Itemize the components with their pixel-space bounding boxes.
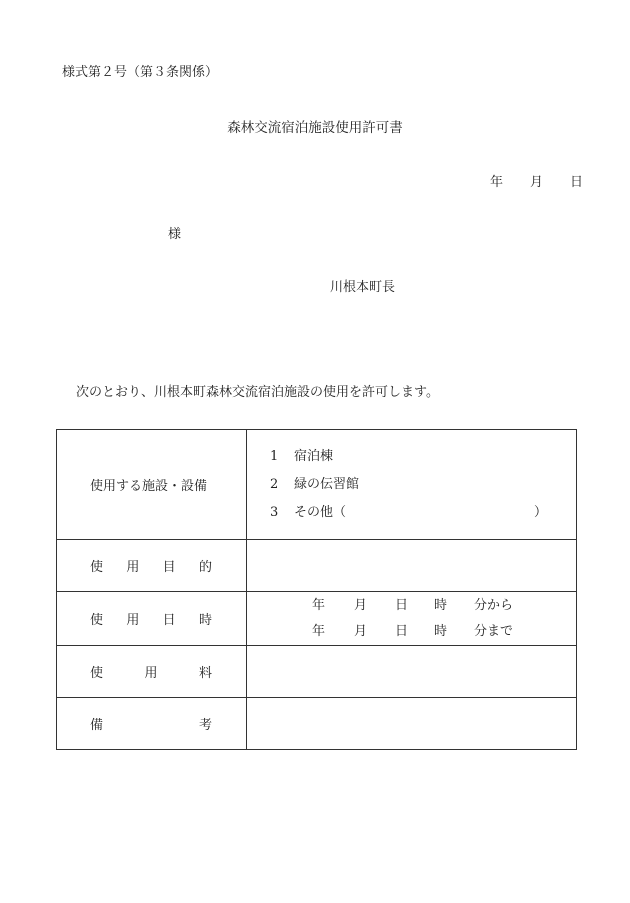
fee-label [90, 662, 212, 681]
option-text: 緑の伝習館 [294, 476, 360, 492]
remarks-label-cell [57, 698, 247, 750]
remarks-label [90, 714, 212, 733]
facility-options-cell [247, 430, 577, 540]
purpose-label [90, 556, 212, 575]
label-char: 日 [162, 613, 176, 628]
document-title: 森林交流宿泊施設使用許可書 [227, 120, 403, 136]
option-number: 2 [270, 476, 279, 492]
datetime-from [247, 593, 576, 619]
label-char: 使 [90, 613, 104, 628]
label-char: 用 [144, 666, 158, 681]
date-month-label: 月 [530, 175, 544, 190]
to-minute-label: 分まで [474, 623, 514, 639]
fee-label-cell [57, 646, 247, 698]
label-char: 目 [162, 560, 176, 575]
date-year-label: 年 [490, 175, 504, 190]
to-month-label: 月 [354, 623, 368, 639]
label-char: 備 [90, 718, 104, 733]
facility-option [247, 471, 576, 499]
label-char: 使 [90, 666, 104, 681]
permit-statement: 次のとおり、川根本町森林交流宿泊施設の使用を許可します。 [76, 385, 439, 400]
option-number: 1 [270, 448, 279, 464]
purpose-label-cell [57, 540, 247, 592]
permit-details-table [56, 429, 577, 750]
datetime-value-cell[interactable] [247, 592, 577, 646]
from-minute-label: 分から [474, 597, 514, 613]
from-hour-label: 時 [434, 597, 448, 613]
fee-value-cell[interactable] [247, 646, 577, 698]
label-char: 使 [90, 560, 104, 575]
from-day-label: 日 [395, 597, 409, 613]
facility-option [247, 443, 576, 471]
to-year-label: 年 [312, 623, 326, 639]
fee-row [57, 646, 577, 698]
purpose-value-cell[interactable] [247, 540, 577, 592]
from-month-label: 月 [354, 597, 368, 613]
remarks-value-cell[interactable] [247, 698, 577, 750]
facility-row [57, 430, 577, 540]
other-close-paren: ） [534, 504, 548, 520]
datetime-label [90, 609, 212, 628]
label-char: 考 [198, 718, 212, 733]
purpose-row [57, 540, 577, 592]
label-char: 料 [198, 666, 212, 681]
facility-label: 使用する施設・設備 [90, 479, 208, 494]
addressee-suffix: 様 [168, 227, 182, 242]
option-text: その他（ [294, 504, 347, 520]
issuer-name: 川根本町長 [330, 280, 396, 295]
label-char: 用 [126, 613, 140, 628]
facility-option [247, 499, 576, 527]
datetime-to [247, 619, 576, 645]
datetime-label-cell [57, 592, 247, 646]
label-char: 用 [126, 560, 140, 575]
issue-date [490, 176, 583, 189]
label-char: 的 [198, 560, 212, 575]
remarks-row [57, 698, 577, 750]
option-text: 宿泊棟 [294, 448, 334, 464]
from-year-label: 年 [312, 597, 326, 613]
to-day-label: 日 [395, 623, 409, 639]
facility-label-cell [57, 430, 247, 540]
form-number: 様式第２号（第３条関係） [62, 65, 219, 80]
to-hour-label: 時 [434, 623, 448, 639]
datetime-row [57, 592, 577, 646]
date-day-label: 日 [570, 175, 584, 190]
label-char: 時 [198, 613, 212, 628]
option-number: 3 [270, 504, 279, 520]
